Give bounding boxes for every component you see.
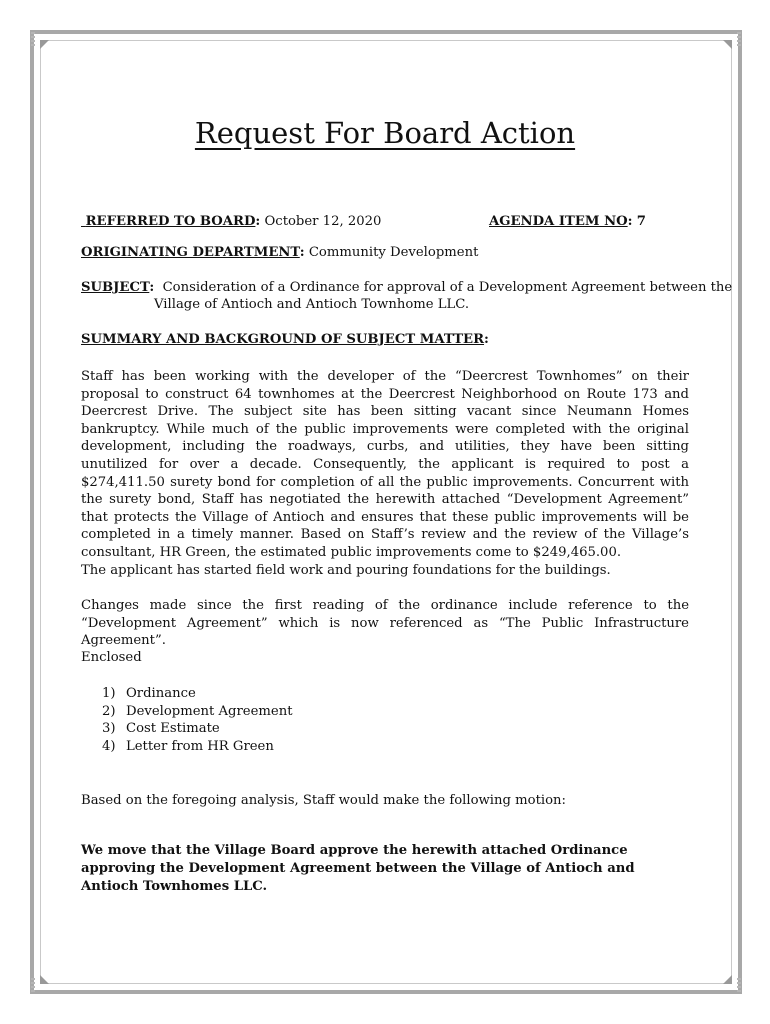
subject-line-1: Consideration of a Ordinance for approval of a Development Agreement between the — [162, 280, 733, 295]
border-dots-top-left — [31, 32, 35, 46]
border-dots-bottom-right — [737, 978, 741, 992]
motion-statement: We move that the Village Board approve the herewith attached Ordinance approving the Development Agreement between the Village of Antioch and Antioch Townhomes LLC. — [81, 843, 635, 894]
corner-ornament-top-right — [723, 40, 732, 49]
list-item: 4) Letter from HR Green — [102, 738, 274, 754]
referred-to-board: REFERRED TO BOARD: October 12, 2020 — [85, 214, 382, 229]
border-dots-bottom-left — [31, 978, 35, 992]
dept-label: ORIGINATING DEPARTMENT — [81, 245, 300, 260]
dept-value: Community Development — [308, 245, 479, 260]
originating-department: ORIGINATING DEPARTMENT: Community Development — [81, 245, 479, 260]
agenda-label: AGENDA ITEM NO — [489, 214, 628, 229]
corner-ornament-top-left — [40, 40, 49, 49]
enclosed-label: Enclosed — [81, 650, 142, 665]
summary-heading: SUMMARY AND BACKGROUND OF SUBJECT MATTER: — [81, 332, 489, 347]
referred-value: October 12, 2020 — [264, 214, 382, 229]
subject-line-2: Village of Antioch and Antioch Townhome LLC. — [154, 297, 470, 312]
list-item: 1) Ordinance — [102, 686, 196, 701]
corner-ornament-bottom-left — [40, 975, 49, 984]
foregoing-statement: Based on the foregoing analysis, Staff would make the following motion: — [81, 793, 566, 808]
border-dots-top-right — [737, 32, 741, 46]
referred-label: REFERRED TO BOARD — [85, 214, 256, 229]
list-item: 3) Cost Estimate — [102, 721, 220, 736]
agenda-value: 7 — [636, 214, 646, 229]
list-item: 2) Development Agreement — [102, 703, 293, 719]
field-work-paragraph: The applicant has started field work and pouring foundations for the buildings. — [81, 563, 611, 578]
subject-label: SUBJECT — [81, 280, 150, 295]
background-paragraph: Staff has been working with the developer of the “Deercrest Townhomes” on their proposal to construct 64 townhomes at the Deercrest Neighborhood on Route 173 and Deercrest Drive. The subject site has been sitting vacant since Neumann Homes bankruptcy. While much of the public improvements were completed with the original development, including the roadways, curbs, and utilities, they have been sitting unutilized for over a decade. Consequently, the applicant is required to post a $274,411.50 surety bond for completion of all the public improvements. Concurrent with the surety bond, Staff has negotiated the herewith attached “Development Agreement” that protects the Village of Antioch and ensures that these public improvements will be completed in a timely manner. Based on Staff’s review and the review of the Village’s consultant, HR Green, the estimated public improvements come to $249,465.00. — [81, 369, 689, 560]
subject: SUBJECT: Consideration of a Ordinance for approval of a Development Agreement between the — [81, 280, 733, 295]
enclosures-list — [102, 685, 293, 755]
changes-paragraph: Changes made since the first reading of the ordinance include reference to the “Development Agreement” which is now referenced as “The Public Infrastructure Agreement”. — [81, 598, 689, 649]
summary-heading-label: SUMMARY AND BACKGROUND OF SUBJECT MATTER — [81, 332, 485, 347]
agenda-item: AGENDA ITEM NO: 7 — [489, 214, 646, 229]
corner-ornament-bottom-right — [723, 975, 732, 984]
page-title: Request For Board Action — [194, 116, 576, 150]
